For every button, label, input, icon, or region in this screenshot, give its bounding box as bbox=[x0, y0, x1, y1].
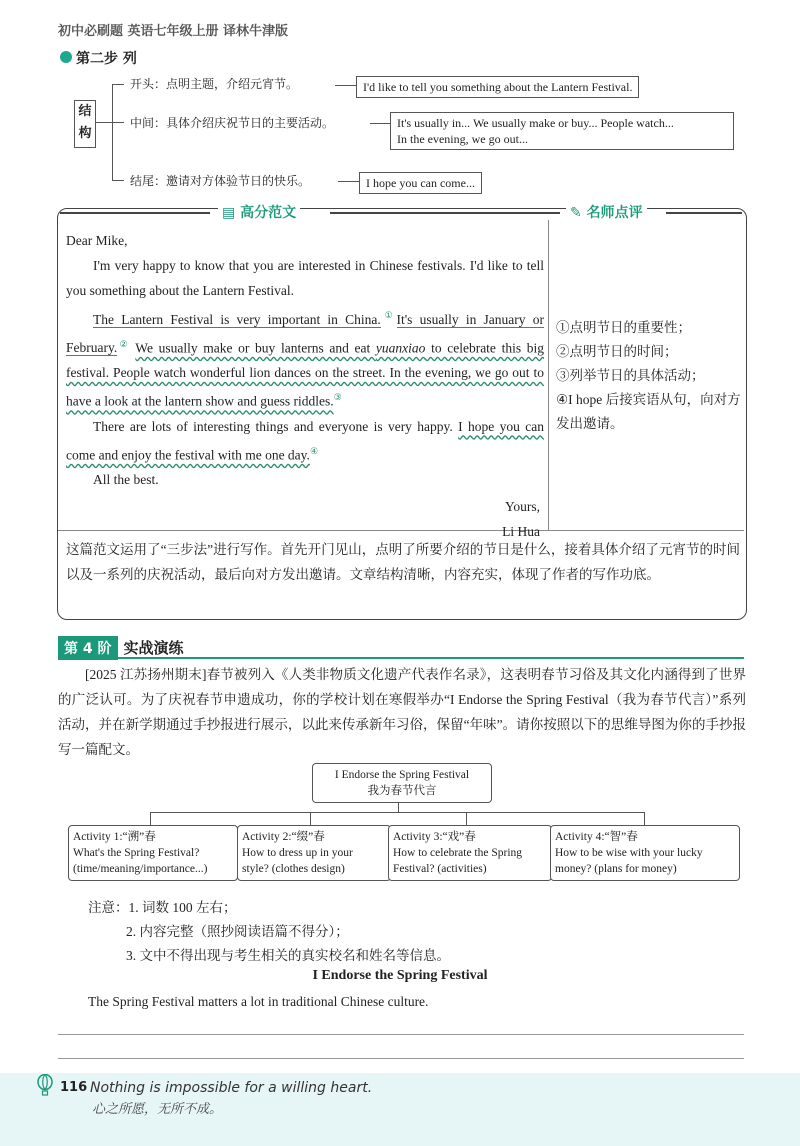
answer-essay-title: I Endorse the Spring Festival bbox=[312, 968, 488, 983]
activity-4-title: Activity 4:“智”春 bbox=[555, 831, 638, 843]
label-rule bbox=[330, 212, 560, 214]
mark-4: ④ bbox=[309, 445, 319, 456]
comment-3: ③列举节日的具体活动； bbox=[556, 368, 705, 383]
mindmap-center bbox=[312, 763, 492, 803]
mindmap-activity-4 bbox=[550, 825, 740, 881]
mindmap-connector bbox=[310, 812, 311, 825]
tree-connector bbox=[112, 84, 113, 180]
mindmap-center-en: I Endorse the Spring Festival bbox=[334, 769, 470, 781]
activity-2-line2: style? (clothes design) bbox=[242, 863, 345, 875]
structure-detail-middle bbox=[390, 112, 734, 150]
mindmap-connector bbox=[466, 812, 467, 825]
tree-connector bbox=[112, 84, 124, 85]
page-number: 116 bbox=[60, 1080, 88, 1095]
note-1: 注意：1. 词数 100 左右； bbox=[88, 900, 237, 915]
model-essay-text bbox=[66, 228, 544, 544]
mark-1: ① bbox=[380, 310, 397, 320]
middle-detail-line2: In the evening, we go out... bbox=[397, 132, 528, 146]
mindmap-connector bbox=[150, 812, 151, 825]
mindmap-activity-3 bbox=[388, 825, 552, 881]
essay-sentence-2: It's usually in January or February. bbox=[66, 311, 544, 355]
writing-task: [2025 江苏扬州期末]春节被列入《人类非物质文化遗产代表作名录》，这表明春节习俗及其文化内涵得到了世界的广泛认可。为了庆祝春节申遗成功，你的学校计划在寒假举办“I Endorse the Spring Festival（我为春节代言）”系列活动，并在新学期通过手抄报进行展示，以此来传承新年习俗，保留“年味”。请你按照以下的思维导图为你的手抄报写一篇配文。 bbox=[58, 667, 746, 757]
teacher-comments bbox=[556, 316, 742, 436]
essay-signature: Li Hua bbox=[502, 524, 540, 539]
mindmap-activity-1 bbox=[68, 825, 238, 881]
model-essay-label: ▤ 高分范文 bbox=[218, 202, 300, 222]
essay-closing: All the best. bbox=[93, 472, 159, 487]
essay-paragraph-3 bbox=[66, 414, 544, 468]
activity-2-title: Activity 2:“缀”春 bbox=[242, 831, 325, 843]
activity-1-title: Activity 1:“溯”春 bbox=[73, 831, 156, 843]
tree-arrow bbox=[338, 181, 360, 182]
essay-paragraph-2 bbox=[66, 303, 544, 414]
balloon-icon bbox=[36, 1074, 54, 1096]
label-rule bbox=[60, 212, 210, 214]
writing-notes bbox=[88, 896, 450, 968]
structure-detail-ending: I hope you can come... bbox=[359, 172, 482, 194]
motto-chinese: 心之所愿，无所不成。 bbox=[92, 1101, 223, 1116]
essay-sentence-3-end: to celebrate this big festival. People watch wonderful lion dances on the street. In the evening, we go out to have a look at the lantern show and guess riddles. bbox=[66, 340, 544, 409]
activity-3-title: Activity 3:“戏”春 bbox=[393, 831, 476, 843]
activity-1-line2: (time/meaning/importance...) bbox=[73, 863, 208, 875]
mindmap-connector bbox=[150, 812, 644, 813]
motto-english: Nothing is impossible for a willing heart. bbox=[90, 1080, 373, 1096]
comment-2: ②点明节日的时间； bbox=[556, 344, 678, 359]
comment-4: ④I hope 后接宾语从句，向对方发出邀请。 bbox=[556, 392, 741, 431]
tree-connector bbox=[112, 180, 124, 181]
middle-detail-line1: It's usually in... We usually make or buy... People watch... bbox=[397, 116, 674, 130]
mindmap-activity-2 bbox=[237, 825, 391, 881]
step-bullet-icon bbox=[60, 51, 72, 63]
structure-row-middle: 中间：具体介绍庆祝节日的主要活动。 bbox=[124, 113, 340, 133]
structure-detail-opening: I'd like to tell you something about the Lantern Festival. bbox=[356, 76, 639, 98]
tree-arrow bbox=[370, 123, 390, 124]
essay-summary: 这篇范文运用了“三步法”进行写作。首先开门见山，点明了所要介绍的节日是什么，接着具体介绍了元宵节的时间以及一系列的庆祝活动，最后向对方发出邀请。文章结构清晰，内容充实，体现了作者的写作功底。 bbox=[66, 542, 740, 582]
activity-3-line1: How to celebrate the Spring bbox=[393, 847, 523, 859]
activity-4-line2: money? (plans for money) bbox=[555, 863, 677, 875]
tree-arrow bbox=[335, 85, 357, 86]
column-divider bbox=[548, 220, 549, 530]
practice-tag: 第 4 阶 bbox=[58, 636, 118, 660]
structure-row-ending: 结尾：邀请对方体验节日的快乐。 bbox=[124, 171, 316, 191]
mindmap-center-cn: 我为春节代言 bbox=[367, 785, 437, 797]
activity-2-line1: How to dress up in your bbox=[242, 847, 353, 859]
essay-sentence-5: I hope you can come and enjoy the festival with me one day. bbox=[66, 418, 544, 462]
activity-4-line1: How to be wise with your lucky bbox=[555, 847, 703, 859]
note-3: 3. 文中不得出现与考生相关的真实校名和姓名等信息。 bbox=[126, 948, 450, 963]
tree-connector bbox=[95, 122, 113, 123]
essay-sentence-4: There are lots of interesting things and everyone is very happy. bbox=[93, 418, 459, 434]
structure-row-opening: 开头：点明主题，介绍元宵节。 bbox=[124, 74, 304, 94]
mindmap-connector bbox=[644, 812, 645, 825]
essay-sentence-1: The Lantern Festival is very important in China. bbox=[93, 311, 381, 327]
running-header: 初中必刷题 英语七年级上册 译林牛津版 bbox=[58, 24, 289, 39]
structure-label: 结构 bbox=[74, 100, 96, 148]
practice-title: 实战演练 bbox=[123, 639, 184, 657]
step-title: 第二步 列 bbox=[76, 51, 137, 67]
essay-yours: Yours, bbox=[504, 499, 540, 514]
mark-3: ③ bbox=[333, 392, 342, 402]
mark-2: ② bbox=[117, 338, 130, 349]
mindmap-connector bbox=[398, 802, 399, 812]
essay-paragraph-1: I'm very happy to know that you are interested in Chinese festivals. I'd like to tell you something about the Lantern Festival. bbox=[66, 258, 544, 298]
practice-rule bbox=[58, 657, 744, 659]
answer-opening-sentence: The Spring Festival matters a lot in traditional Chinese culture. bbox=[88, 994, 429, 1009]
answer-writing-line[interactable] bbox=[58, 1034, 744, 1035]
answer-writing-line[interactable] bbox=[58, 1058, 744, 1059]
tree-connector bbox=[112, 122, 124, 123]
activity-1-line1: What's the Spring Festival? bbox=[73, 847, 200, 859]
comment-1: ①点明节日的重要性； bbox=[556, 320, 691, 335]
note-2: 2. 内容完整（照抄阅读语篇不得分）； bbox=[126, 924, 349, 939]
label-rule bbox=[666, 212, 742, 214]
essay-sentence-3: We usually make or buy lanterns and eat bbox=[135, 340, 376, 355]
teacher-comment-label: ✎ 名师点评 bbox=[566, 202, 647, 222]
essay-salutation: Dear Mike, bbox=[66, 233, 128, 248]
essay-italic-word: yuanxiao bbox=[375, 340, 426, 355]
activity-3-line2: Festival? (activities) bbox=[393, 863, 487, 875]
